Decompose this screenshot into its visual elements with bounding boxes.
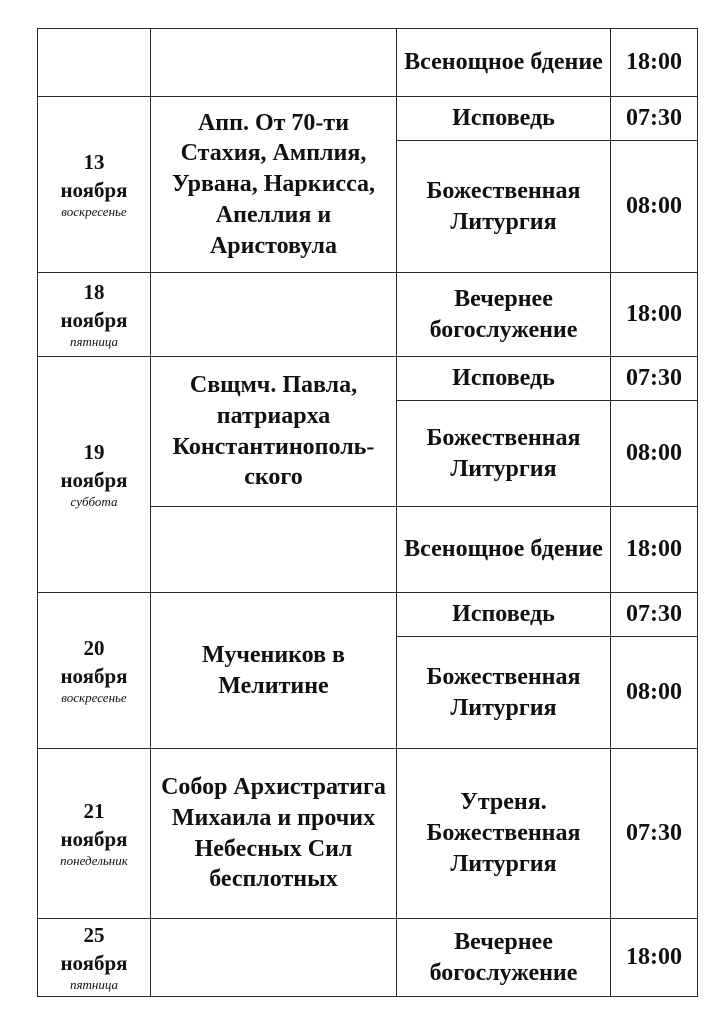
table-row	[38, 919, 698, 997]
service-name: Исповедь	[397, 357, 611, 401]
feast-cell-empty	[151, 273, 397, 357]
service-time: 18:00	[611, 507, 698, 593]
service-name: Исповедь	[397, 593, 611, 637]
feast-name: Свщмч. Павла, патриарха Константинополь-ского	[151, 357, 397, 507]
service-time: 08:00	[611, 401, 698, 507]
feast-cell-empty	[151, 919, 397, 997]
service-time: 08:00	[611, 637, 698, 749]
weekday: понедельник	[60, 853, 128, 868]
service-time: 07:30	[611, 593, 698, 637]
month-name: ноября	[60, 663, 128, 688]
feast-name: Мучеников в Мелитине	[151, 593, 397, 749]
table-row	[38, 273, 698, 357]
table-row	[38, 97, 698, 141]
table-row	[38, 357, 698, 401]
day-number: 25	[83, 923, 105, 948]
day-number: 13	[83, 150, 105, 175]
weekday: воскресенье	[61, 690, 127, 705]
date-cell	[38, 593, 151, 749]
day-number: 18	[83, 280, 105, 305]
date-cell	[38, 273, 151, 357]
service-time: 18:00	[611, 919, 698, 997]
weekday: пятница	[69, 977, 119, 992]
weekday: суббота	[70, 494, 118, 509]
service-name: Божественная Литургия	[397, 401, 611, 507]
feast-name: Собор Архистратига Михаила и прочих Небесных Сил бесплотных	[151, 749, 397, 919]
service-time: 18:00	[611, 273, 698, 357]
service-name: Всенощное бдение	[397, 29, 611, 97]
table-row	[38, 593, 698, 637]
service-name: Всенощное бдение	[397, 507, 611, 593]
weekday: пятница	[69, 334, 119, 349]
month-name: ноября	[60, 826, 128, 851]
service-name: Вечернее богослужение	[397, 273, 611, 357]
service-name: Вечернее богослужение	[397, 919, 611, 997]
table-row	[38, 749, 698, 919]
service-time: 08:00	[611, 141, 698, 273]
month-name: ноября	[60, 950, 128, 975]
feast-cell-empty	[151, 29, 397, 97]
feast-name: Апп. От 70-ти Стахия, Амплия, Урвана, Наркисса, Апеллия и Аристовула	[151, 97, 397, 273]
date-cell-empty	[38, 29, 151, 97]
feast-cell-empty	[151, 507, 397, 593]
service-name: Божественная Литургия	[397, 141, 611, 273]
month-name: ноября	[60, 467, 128, 492]
service-time: 07:30	[611, 97, 698, 141]
weekday: воскресенье	[61, 204, 127, 219]
service-name: Божественная Литургия	[397, 637, 611, 749]
month-name: ноября	[60, 177, 128, 202]
date-cell	[38, 749, 151, 919]
service-time: 18:00	[611, 29, 698, 97]
service-name: Исповедь	[397, 97, 611, 141]
service-time: 07:30	[611, 749, 698, 919]
day-number: 20	[83, 636, 105, 661]
day-number: 21	[83, 799, 105, 824]
day-number: 19	[83, 440, 105, 465]
date-cell	[38, 919, 151, 997]
table-row	[38, 29, 698, 97]
schedule-table	[37, 28, 698, 997]
date-cell	[38, 97, 151, 273]
service-time: 07:30	[611, 357, 698, 401]
service-name: Утреня. Божественная Литургия	[397, 749, 611, 919]
month-name: ноября	[60, 307, 128, 332]
date-cell	[38, 357, 151, 593]
